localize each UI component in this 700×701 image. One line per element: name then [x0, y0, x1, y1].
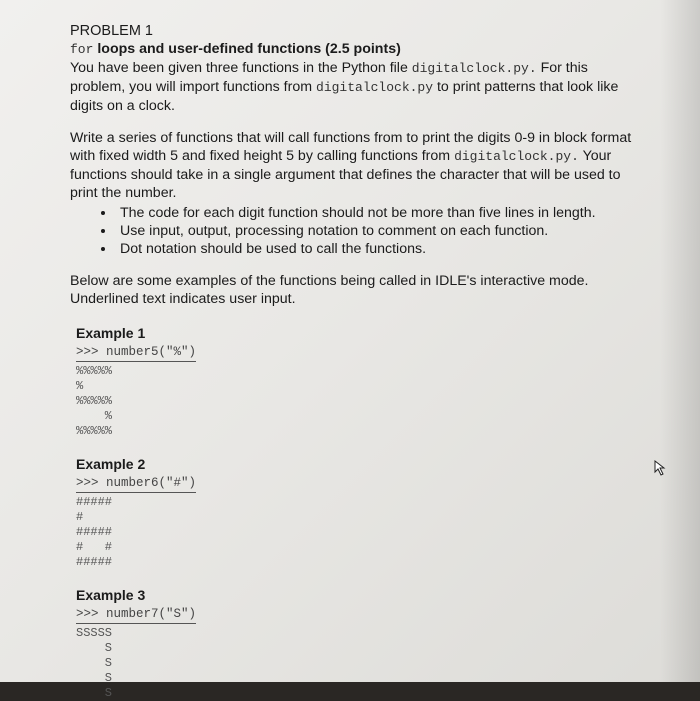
output-line: %%%%% [76, 364, 113, 378]
task-paragraph [70, 129, 640, 202]
output-line: ##### [76, 495, 113, 509]
mouse-cursor-icon [654, 460, 668, 476]
intro-paragraph [70, 59, 640, 115]
example-label: Example 2 [76, 456, 146, 472]
intro-filename-2: digitalclock.py [316, 80, 434, 95]
output-line: %%%%% [76, 424, 113, 438]
examples-intro: Below are some examples of the functions being called in IDLE's interactive mode. Underlined text indicates user input. [70, 273, 589, 307]
page-shadow [660, 0, 700, 682]
task-text-b: Your functions should take in a single argument that defines the character that will be used to print the number. [70, 148, 621, 201]
example-2 [76, 455, 640, 570]
example-1 [76, 324, 640, 439]
problem-content [70, 22, 640, 701]
requirement-item: • Use input, output, processing notation to comment on each function. [116, 222, 640, 240]
requirements-list [70, 204, 640, 258]
example-output [76, 626, 640, 701]
output-line: %%%%% [76, 394, 113, 408]
output-line: # [76, 510, 84, 524]
requirement-item: • The code for each digit function should not be more than five lines in length. [116, 204, 640, 222]
task-filename: digitalclock.py. [454, 149, 579, 164]
output-line: S [76, 656, 113, 670]
problem-title: PROBLEM 1 [70, 23, 153, 39]
task-text-a: Write a series of functions that will call functions from to print the digits 0-9 in block format with fixed width 5 and fixed height 5 by calling functions from [70, 130, 632, 164]
requirement-item: • Dot notation should be used to call the functions. [116, 240, 640, 258]
output-line: ##### [76, 525, 113, 539]
example-label: Example 1 [76, 325, 146, 341]
output-line: % [76, 409, 113, 423]
example-prompt: >>> number5("%") [76, 344, 196, 362]
output-line: ##### [76, 555, 113, 569]
example-label: Example 3 [76, 587, 146, 603]
output-line: % [76, 379, 84, 393]
problem-subtitle [70, 40, 640, 59]
example-3 [76, 586, 640, 701]
subtitle-code: for [70, 42, 94, 57]
output-line: S [76, 641, 113, 655]
intro-text-a: You have been given three functions in the Python file [70, 60, 412, 76]
intro-text-c: to print patterns that look like digits on a clock. [70, 79, 619, 114]
example-prompt: >>> number6("#") [76, 475, 196, 493]
intro-text-b: For this problem, you will import functions from [70, 60, 588, 95]
example-output [76, 364, 640, 439]
subtitle-text: loops and user-defined functions (2.5 points) [93, 41, 401, 57]
output-line: S [76, 671, 113, 685]
example-output [76, 495, 640, 570]
example-prompt: >>> number7("S") [76, 606, 196, 624]
output-line: S [76, 686, 113, 700]
output-line: # # [76, 540, 113, 554]
intro-filename: digitalclock.py. [411, 61, 537, 76]
output-line: SSSSS [76, 626, 113, 640]
